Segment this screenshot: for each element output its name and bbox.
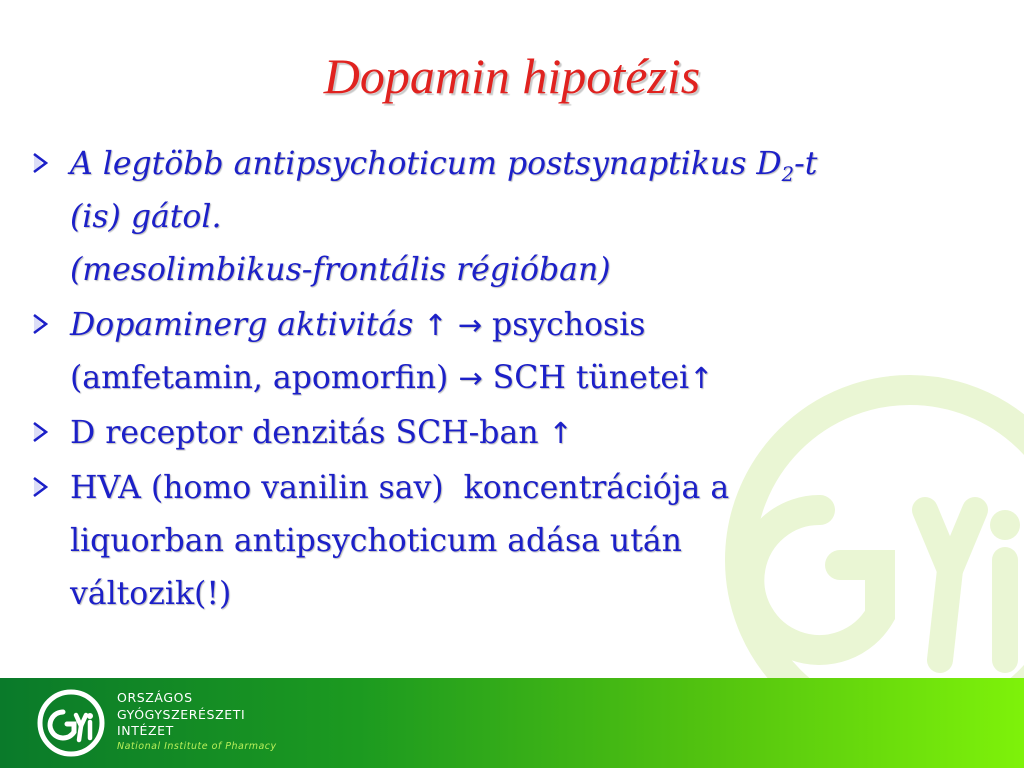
institute-line: INTÉZET — [117, 723, 174, 738]
bullet-line — [70, 191, 988, 244]
arrowhead-bullet-icon — [32, 312, 48, 336]
bullet-line — [70, 299, 988, 352]
bullet-text: (mesolimbikus-frontális régióban) — [70, 252, 611, 288]
bullet-text: liquorban antipsychoticum adása után — [70, 523, 682, 559]
bullet-text: -t — [794, 146, 818, 182]
bullet-text: (amfetamin, apomorfin) — [70, 360, 449, 396]
up-arrow-icon: ↑ — [689, 361, 714, 395]
bullet-text: D receptor denzitás SCH-ban — [70, 415, 539, 451]
bullet-item — [28, 462, 988, 621]
arrowhead-bullet-icon — [32, 420, 48, 444]
bullet-item — [28, 299, 988, 405]
bullet-line — [70, 407, 988, 460]
bullet-line — [70, 138, 988, 191]
bullet-line — [70, 568, 988, 621]
bullet-list — [28, 138, 988, 621]
bullet-line — [70, 462, 988, 515]
bullet-text: változik(!) — [70, 576, 232, 612]
arrowhead-bullet-icon — [32, 151, 48, 175]
arrowhead-bullet-icon — [32, 475, 48, 499]
right-arrow-icon: → — [457, 308, 483, 342]
bullet-text: HVA (homo vanilin sav) koncentrációja a — [70, 470, 730, 506]
bullet-line — [70, 244, 988, 297]
slide-title: Dopamin hipotézis — [323, 48, 701, 104]
institute-name — [117, 690, 277, 754]
subscript: 2 — [781, 162, 795, 186]
bullet-text: psychosis — [492, 307, 646, 343]
bullet-text: Dopaminerg aktivitás — [70, 307, 414, 343]
right-arrow-icon: → — [458, 361, 483, 395]
bullet-text: (is) gátol. — [70, 199, 222, 235]
up-arrow-icon: ↑ — [423, 308, 448, 342]
bullet-text: A legtöbb antipsychoticum postsynaptikus D — [70, 146, 782, 182]
bullet-item — [28, 138, 988, 297]
up-arrow-icon: ↑ — [548, 416, 573, 450]
institute-line: ORSZÁGOS — [117, 690, 193, 705]
institute-tagline: National Institute of Pharmacy — [117, 740, 277, 752]
bullet-text: SCH tünetei — [492, 360, 690, 396]
bullet-line — [70, 515, 988, 568]
institute-line: GYÓGYSZERÉSZETI — [117, 706, 246, 722]
bullet-line — [70, 352, 988, 405]
bullet-item — [28, 407, 988, 460]
gyi-logo-icon — [36, 688, 106, 758]
